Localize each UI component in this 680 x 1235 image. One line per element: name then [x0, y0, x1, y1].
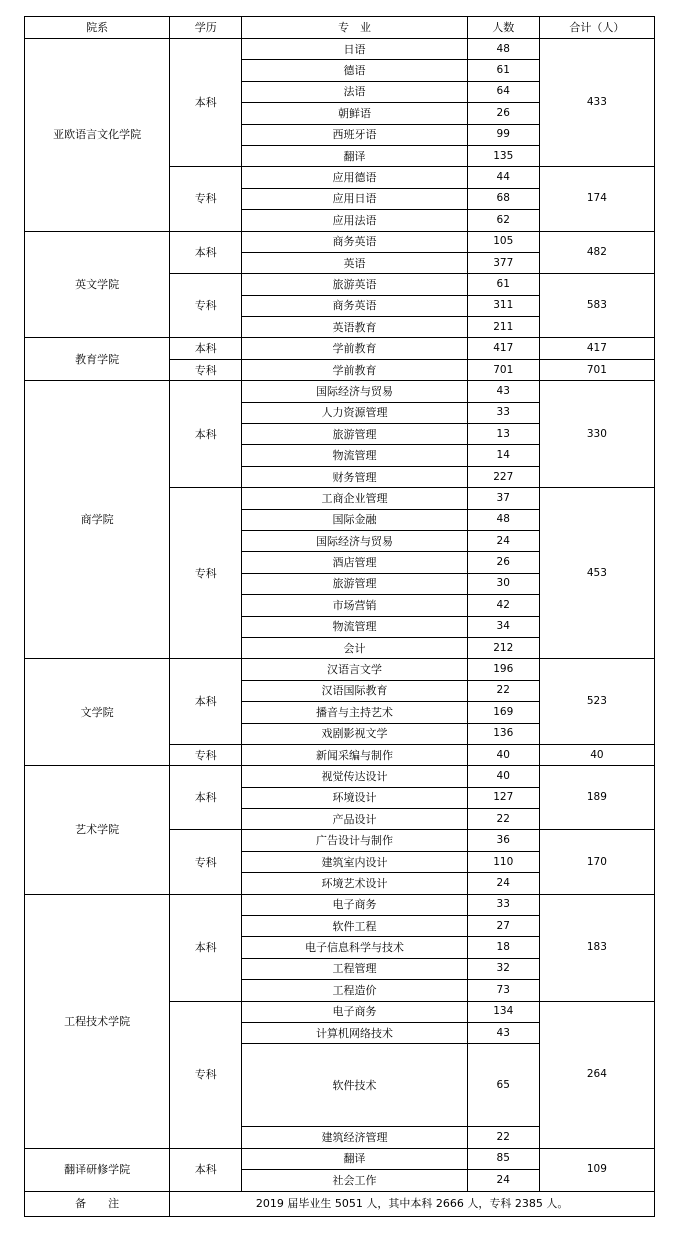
- major-count: 33: [467, 402, 539, 423]
- major-count: 44: [467, 167, 539, 188]
- major-count: 43: [467, 381, 539, 402]
- degree-level: 本科: [170, 39, 242, 167]
- table-row: [25, 894, 655, 915]
- major-name: 学前教育: [242, 338, 467, 359]
- major-name: 软件工程: [242, 916, 467, 937]
- major-name: 国际经济与贸易: [242, 530, 467, 551]
- school-name: 亚欧语言文化学院: [25, 39, 170, 232]
- table-row: [25, 39, 655, 60]
- major-name: 视觉传达设计: [242, 766, 467, 787]
- major-count: 211: [467, 317, 539, 338]
- group-total: 174: [539, 167, 654, 231]
- major-count: 43: [467, 1022, 539, 1043]
- major-name: 工商企业管理: [242, 488, 467, 509]
- major-name: 计算机网络技术: [242, 1022, 467, 1043]
- major-name: 环境艺术设计: [242, 873, 467, 894]
- major-count: 110: [467, 851, 539, 872]
- major-count: 169: [467, 702, 539, 723]
- major-count: 64: [467, 81, 539, 102]
- major-name: 电子信息科学与技术: [242, 937, 467, 958]
- table-row: [25, 1148, 655, 1169]
- major-count: 24: [467, 873, 539, 894]
- major-count: 40: [467, 766, 539, 787]
- major-name: 物流管理: [242, 616, 467, 637]
- group-total: 170: [539, 830, 654, 894]
- school-name: 翻译研修学院: [25, 1148, 170, 1191]
- group-total: 264: [539, 1001, 654, 1148]
- graduates-table: [24, 16, 655, 1217]
- group-total: 417: [539, 338, 654, 359]
- group-total: 583: [539, 274, 654, 338]
- major-count: 377: [467, 252, 539, 273]
- major-name: 西班牙语: [242, 124, 467, 145]
- major-count: 40: [467, 744, 539, 765]
- degree-level: 专科: [170, 744, 242, 765]
- major-name: 会计: [242, 637, 467, 658]
- major-count: 24: [467, 530, 539, 551]
- group-total: 433: [539, 39, 654, 167]
- group-total: 40: [539, 744, 654, 765]
- major-name: 旅游英语: [242, 274, 467, 295]
- group-total: 189: [539, 766, 654, 830]
- major-name: 市场营销: [242, 595, 467, 616]
- major-count: 61: [467, 60, 539, 81]
- major-name: 英语教育: [242, 317, 467, 338]
- major-name: 旅游管理: [242, 424, 467, 445]
- major-count: 14: [467, 445, 539, 466]
- major-name: 环境设计: [242, 787, 467, 808]
- major-count: 196: [467, 659, 539, 680]
- footer-note: 2019 届毕业生 5051 人，其中本科 2666 人，专科 2385 人。: [170, 1191, 655, 1216]
- major-count: 26: [467, 103, 539, 124]
- major-count: 105: [467, 231, 539, 252]
- major-name: 德语: [242, 60, 467, 81]
- table-row: [25, 231, 655, 252]
- major-count: 18: [467, 937, 539, 958]
- school-name: 文学院: [25, 659, 170, 766]
- major-count: 212: [467, 637, 539, 658]
- header-count: 人数: [467, 17, 539, 39]
- major-count: 33: [467, 894, 539, 915]
- major-count: 37: [467, 488, 539, 509]
- major-count: 99: [467, 124, 539, 145]
- major-name: 日语: [242, 39, 467, 60]
- degree-level: 本科: [170, 381, 242, 488]
- major-count: 135: [467, 145, 539, 166]
- major-name: 电子商务: [242, 1001, 467, 1022]
- major-count: 127: [467, 787, 539, 808]
- major-name: 朝鲜语: [242, 103, 467, 124]
- major-name: 建筑室内设计: [242, 851, 467, 872]
- group-total: 183: [539, 894, 654, 1001]
- major-count: 22: [467, 680, 539, 701]
- major-name: 翻译: [242, 145, 467, 166]
- major-count: 136: [467, 723, 539, 744]
- major-name: 商务英语: [242, 295, 467, 316]
- header-level: 学历: [170, 17, 242, 39]
- degree-level: 本科: [170, 231, 242, 274]
- major-name: 酒店管理: [242, 552, 467, 573]
- major-count: 61: [467, 274, 539, 295]
- major-name: 应用法语: [242, 210, 467, 231]
- major-name: 旅游管理: [242, 573, 467, 594]
- major-name: 产品设计: [242, 809, 467, 830]
- school-name: 商学院: [25, 381, 170, 659]
- major-name: 广告设计与制作: [242, 830, 467, 851]
- major-name: 新闻采编与制作: [242, 744, 467, 765]
- school-name: 教育学院: [25, 338, 170, 381]
- school-name: 英文学院: [25, 231, 170, 338]
- table-row: [25, 659, 655, 680]
- degree-level: 本科: [170, 1148, 242, 1191]
- table-row: [25, 766, 655, 787]
- major-name: 软件技术: [242, 1044, 467, 1127]
- major-name: 电子商务: [242, 894, 467, 915]
- group-total: 330: [539, 381, 654, 488]
- major-count: 701: [467, 359, 539, 380]
- major-count: 36: [467, 830, 539, 851]
- major-name: 物流管理: [242, 445, 467, 466]
- major-count: 73: [467, 980, 539, 1001]
- major-name: 工程管理: [242, 958, 467, 979]
- major-name: 戏剧影视文学: [242, 723, 467, 744]
- table-row: [25, 338, 655, 359]
- major-count: 48: [467, 509, 539, 530]
- degree-level: 专科: [170, 1001, 242, 1148]
- header-major: 专 业: [242, 17, 467, 39]
- degree-level: 本科: [170, 766, 242, 830]
- footer-label: 备 注: [25, 1191, 170, 1216]
- major-count: 65: [467, 1044, 539, 1127]
- header-row: [25, 17, 655, 39]
- footer-row: [25, 1191, 655, 1216]
- major-name: 翻译: [242, 1148, 467, 1169]
- header-total: 合计（人）: [539, 17, 654, 39]
- table-row: [25, 381, 655, 402]
- table-body: [25, 17, 655, 1217]
- major-name: 学前教育: [242, 359, 467, 380]
- major-count: 34: [467, 616, 539, 637]
- major-name: 工程造价: [242, 980, 467, 1001]
- degree-level: 专科: [170, 830, 242, 894]
- major-name: 汉语言文学: [242, 659, 467, 680]
- major-name: 商务英语: [242, 231, 467, 252]
- major-name: 财务管理: [242, 466, 467, 487]
- degree-level: 本科: [170, 659, 242, 745]
- major-name: 建筑经济管理: [242, 1127, 467, 1148]
- major-count: 227: [467, 466, 539, 487]
- major-count: 42: [467, 595, 539, 616]
- school-name: 工程技术学院: [25, 894, 170, 1148]
- major-count: 32: [467, 958, 539, 979]
- major-count: 134: [467, 1001, 539, 1022]
- major-name: 社会工作: [242, 1170, 467, 1191]
- major-count: 85: [467, 1148, 539, 1169]
- major-count: 30: [467, 573, 539, 594]
- major-count: 22: [467, 1127, 539, 1148]
- degree-level: 本科: [170, 894, 242, 1001]
- major-count: 68: [467, 188, 539, 209]
- group-total: 482: [539, 231, 654, 274]
- degree-level: 专科: [170, 359, 242, 380]
- major-name: 应用德语: [242, 167, 467, 188]
- group-total: 109: [539, 1148, 654, 1191]
- major-name: 应用日语: [242, 188, 467, 209]
- major-count: 27: [467, 916, 539, 937]
- degree-level: 专科: [170, 488, 242, 659]
- major-count: 48: [467, 39, 539, 60]
- group-total: 453: [539, 488, 654, 659]
- degree-level: 专科: [170, 274, 242, 338]
- major-count: 26: [467, 552, 539, 573]
- header-school: 院系: [25, 17, 170, 39]
- major-name: 国际经济与贸易: [242, 381, 467, 402]
- major-name: 人力资源管理: [242, 402, 467, 423]
- major-count: 311: [467, 295, 539, 316]
- degree-level: 专科: [170, 167, 242, 231]
- major-name: 播音与主持艺术: [242, 702, 467, 723]
- degree-level: 本科: [170, 338, 242, 359]
- major-name: 英语: [242, 252, 467, 273]
- major-count: 22: [467, 809, 539, 830]
- group-total: 701: [539, 359, 654, 380]
- major-count: 24: [467, 1170, 539, 1191]
- major-name: 汉语国际教育: [242, 680, 467, 701]
- major-count: 13: [467, 424, 539, 445]
- major-count: 62: [467, 210, 539, 231]
- major-count: 417: [467, 338, 539, 359]
- major-name: 法语: [242, 81, 467, 102]
- group-total: 523: [539, 659, 654, 745]
- major-name: 国际金融: [242, 509, 467, 530]
- school-name: 艺术学院: [25, 766, 170, 894]
